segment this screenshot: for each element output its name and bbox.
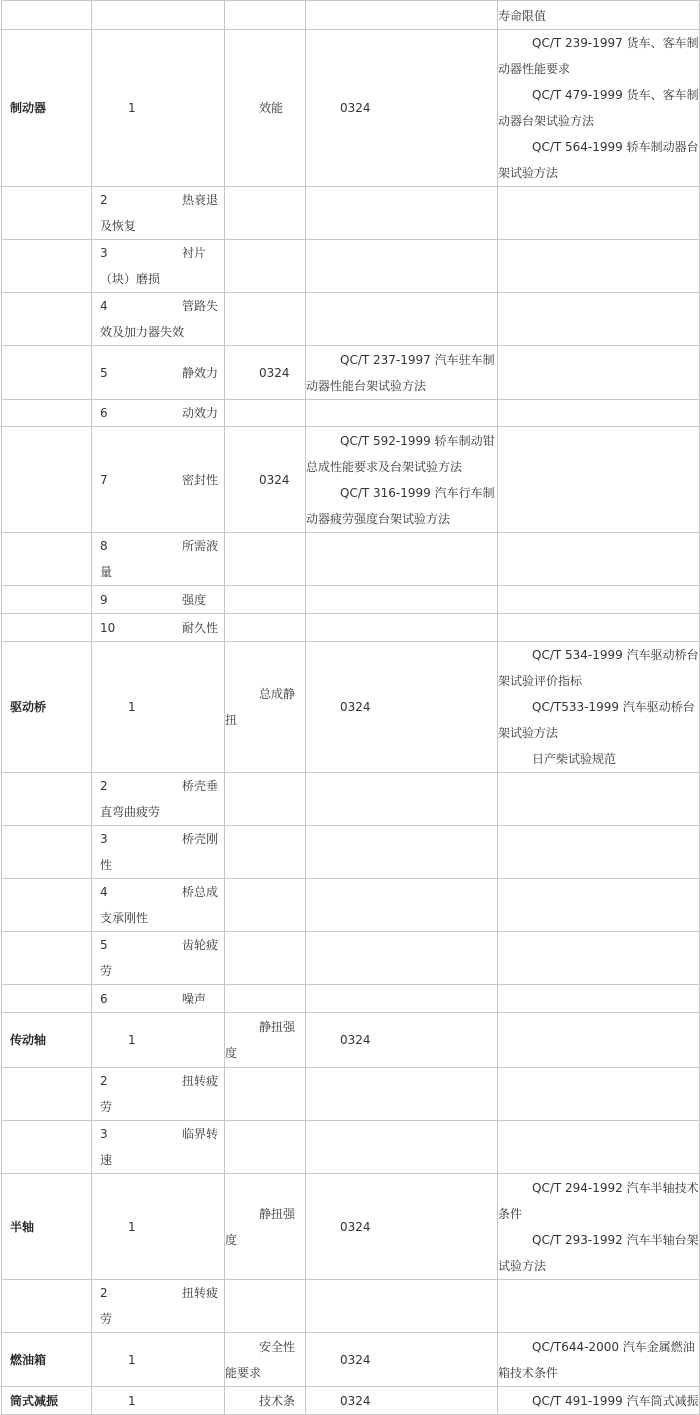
part-cell: 制动器: [2, 30, 92, 187]
desc-cell: [225, 642, 306, 773]
standards-cell: [498, 187, 700, 240]
code-value: 0324: [259, 472, 290, 487]
code-cell: [306, 586, 498, 614]
item-name: 耐久性: [182, 620, 219, 635]
item-cell: 5 齿轮疲劳: [92, 932, 225, 985]
table-row: [2, 1174, 700, 1280]
code-cell: [306, 614, 498, 642]
code-cell: [306, 240, 498, 293]
part-cell: [2, 614, 92, 642]
table-row: [2, 773, 700, 826]
standard-ref: QC/T 239-1997 货车、客车制动器性能要求: [498, 36, 699, 76]
code-cell: [306, 1013, 498, 1068]
table-row: [2, 642, 700, 773]
desc-cell: [225, 1387, 306, 1415]
desc-cell: [225, 400, 306, 427]
item-name: 扭转疲劳: [100, 1286, 219, 1326]
table-row: [2, 586, 700, 614]
code-value: 0324: [340, 700, 371, 714]
desc-cell: [225, 932, 306, 985]
item-cell: 9 强度: [92, 586, 225, 614]
part-cell: [2, 1280, 92, 1333]
code-cell: [306, 346, 498, 400]
code-value: 0324: [340, 1033, 371, 1047]
code-value: 0324: [340, 101, 371, 115]
desc-text: 总成静扭: [225, 687, 296, 727]
desc-cell: [225, 293, 306, 346]
table-row: [2, 985, 700, 1013]
table-row: [2, 240, 700, 293]
table-row: [2, 826, 700, 879]
code-cell: [306, 293, 498, 346]
part-cell: 传动轴: [2, 1013, 92, 1068]
table-row: [2, 1333, 700, 1387]
code-cell: [306, 1068, 498, 1121]
part-cell: [2, 1, 92, 30]
desc-cell: [225, 1333, 306, 1387]
table-row: [2, 293, 700, 346]
code-value: 0324: [340, 1352, 371, 1367]
code-cell: [306, 30, 498, 187]
table-row: [2, 427, 700, 533]
part-cell: [2, 879, 92, 932]
desc-text: 安全性能要求: [225, 1339, 296, 1380]
item-cell: 7 密封性: [92, 427, 225, 533]
code-cell: [306, 187, 498, 240]
table-row: [2, 30, 700, 187]
standards-cell: [498, 400, 700, 427]
item-name: 动效力: [182, 406, 219, 420]
item-cell: 6 动效力: [92, 400, 225, 427]
item-cell: [92, 1174, 225, 1280]
standard-ref: QC/T533-1999 汽车驱动桥台架试验方法: [498, 700, 695, 740]
table-row: [2, 533, 700, 586]
item-number: 1: [128, 1219, 136, 1234]
code-cell: [306, 773, 498, 826]
standards-cell: [498, 1, 700, 30]
code-cell: [306, 1174, 498, 1280]
item-name: 管路失效及加力器失效: [100, 299, 219, 339]
part-cell: [2, 346, 92, 400]
item-number: 1: [128, 101, 136, 115]
part-cell: [2, 932, 92, 985]
desc-text: 效能: [259, 101, 284, 115]
table-body: [2, 1, 700, 1415]
table-row: [2, 187, 700, 240]
table-row: [2, 346, 700, 400]
item-cell: 2 扭转疲劳: [92, 1068, 225, 1121]
item-name: 扭转疲劳: [100, 1074, 219, 1114]
part-cell: [2, 293, 92, 346]
desc-cell: [225, 240, 306, 293]
code-cell: [306, 533, 498, 586]
desc-cell: [225, 614, 306, 642]
item-cell: 8 所需液量: [92, 533, 225, 586]
desc-cell: [225, 985, 306, 1013]
item-cell: 5 静效力: [92, 346, 225, 400]
item-cell: [92, 1, 225, 30]
code-cell: [306, 1333, 498, 1387]
code-standard: QC/T 237-1997 汽车驻车制动器性能台架试验方法: [306, 352, 495, 393]
part-cell: [2, 773, 92, 826]
part-cell: [2, 826, 92, 879]
table-row: [2, 1013, 700, 1068]
standards-cell: [498, 1333, 700, 1387]
desc-text: 静扭强度: [225, 1020, 296, 1060]
item-name: 齿轮疲劳: [100, 938, 219, 978]
desc-cell: [225, 533, 306, 586]
standard-ref: QC/T 293-1992 汽车半轴台架试验方法: [498, 1232, 699, 1273]
table-row: [2, 1, 700, 30]
standards-cell: [498, 1013, 700, 1068]
code-cell: [306, 400, 498, 427]
code-value: 0324: [259, 365, 290, 380]
standards-cell: [498, 1280, 700, 1333]
desc-cell: [225, 586, 306, 614]
table-row: [2, 400, 700, 427]
item-cell: 4 管路失效及加力器失效: [92, 293, 225, 346]
standards-cell: [498, 879, 700, 932]
desc-cell: [225, 346, 306, 400]
standard-ref: QC/T 294-1992 汽车半轴技术条件: [498, 1180, 699, 1221]
standards-cell: [498, 642, 700, 773]
code-value: 0324: [340, 1219, 371, 1234]
standards-cell: [498, 293, 700, 346]
standards-cell: [498, 533, 700, 586]
standards-cell: [498, 773, 700, 826]
standard-ref: 寿命限值: [498, 9, 547, 23]
desc-cell: [225, 879, 306, 932]
item-number: 1: [128, 700, 136, 714]
table-row: [2, 932, 700, 985]
item-cell: 10 耐久性: [92, 614, 225, 642]
standards-cell: [498, 346, 700, 400]
code-cell: [306, 1280, 498, 1333]
table-row: [2, 1387, 700, 1415]
item-name: 桥壳垂直弯曲疲劳: [100, 779, 219, 819]
standard-ref: QC/T644-2000 汽车金属燃油箱技术条件: [498, 1339, 695, 1380]
item-cell: 3 衬片（块）磨损: [92, 240, 225, 293]
table-row: [2, 614, 700, 642]
part-cell: 半轴: [2, 1174, 92, 1280]
desc-cell: [225, 1013, 306, 1068]
desc-cell: [225, 30, 306, 187]
item-name: 衬片（块）磨损: [100, 246, 207, 286]
part-cell: [2, 533, 92, 586]
item-cell: 3 临界转速: [92, 1121, 225, 1174]
standard-ref: QC/T 564-1999 轿车制动器台架试验方法: [498, 140, 699, 180]
code-cell: [306, 826, 498, 879]
desc-cell: [225, 1280, 306, 1333]
part-cell: [2, 427, 92, 533]
standards-cell: [498, 30, 700, 187]
code-cell: [306, 642, 498, 773]
standards-cell: [498, 826, 700, 879]
item-name: 密封性: [182, 472, 219, 487]
part-cell: [2, 985, 92, 1013]
item-cell: 3 桥壳刚性: [92, 826, 225, 879]
standards-table: [1, 0, 700, 1415]
desc-cell: [225, 1174, 306, 1280]
item-number: 1: [128, 1352, 136, 1367]
item-name: 热衰退及恢复: [100, 193, 219, 233]
desc-cell: [225, 773, 306, 826]
item-number: 1: [128, 1393, 136, 1408]
code-cell: [306, 879, 498, 932]
desc-cell: [225, 427, 306, 533]
standards-cell: [498, 427, 700, 533]
item-name: 临界转速: [100, 1127, 219, 1167]
code-cell: [306, 1387, 498, 1415]
desc-cell: [225, 1068, 306, 1121]
standard-ref: QC/T 491-1999 汽车筒式减振: [532, 1393, 699, 1408]
table-row: [2, 1068, 700, 1121]
item-name: 桥总成支承刚性: [100, 885, 219, 925]
standards-cell: [498, 240, 700, 293]
part-cell: 燃油箱: [2, 1333, 92, 1387]
code-standard: QC/T 316-1999 汽车行车制动器疲劳强度台架试验方法: [306, 485, 495, 526]
item-name: 静效力: [182, 365, 219, 380]
item-cell: 6 噪声: [92, 985, 225, 1013]
code-standard: QC/T 592-1999 轿车制动钳总成性能要求及台架试验方法: [306, 433, 495, 474]
item-name: 桥壳刚性: [100, 832, 219, 872]
item-cell: [92, 30, 225, 187]
item-cell: [92, 1013, 225, 1068]
part-cell: [2, 586, 92, 614]
standard-ref: QC/T 479-1999 货车、客车制动器台架试验方法: [498, 88, 699, 128]
item-cell: [92, 1333, 225, 1387]
item-cell: [92, 1387, 225, 1415]
part-cell: [2, 187, 92, 240]
standards-cell: [498, 1174, 700, 1280]
item-cell: 2 热衰退及恢复: [92, 187, 225, 240]
desc-text: 静扭强度: [225, 1206, 296, 1247]
code-cell: [306, 427, 498, 533]
desc-cell: [225, 1, 306, 30]
part-cell: 驱动桥: [2, 642, 92, 773]
table-row: [2, 879, 700, 932]
item-name: 所需液量: [100, 539, 219, 579]
part-cell: [2, 400, 92, 427]
item-number: 1: [128, 1033, 136, 1047]
standards-cell: [498, 586, 700, 614]
standard-ref: 日产柴试验规范: [532, 752, 617, 766]
table-row: [2, 1280, 700, 1333]
item-cell: [92, 642, 225, 773]
item-cell: 2 扭转疲劳: [92, 1280, 225, 1333]
code-cell: [306, 1, 498, 30]
item-cell: 4 桥总成支承刚性: [92, 879, 225, 932]
item-name: 噪声: [182, 991, 207, 1006]
desc-cell: [225, 826, 306, 879]
code-cell: [306, 932, 498, 985]
standards-cell: [498, 985, 700, 1013]
part-cell: [2, 240, 92, 293]
desc-text: 技术条: [259, 1393, 296, 1408]
standard-ref: QC/T 534-1999 汽车驱动桥台架试验评价指标: [498, 648, 699, 688]
code-value: 0324: [340, 1393, 371, 1408]
standards-cell: [498, 614, 700, 642]
part-cell: [2, 1068, 92, 1121]
code-cell: [306, 985, 498, 1013]
standards-cell: [498, 1068, 700, 1121]
standards-cell: [498, 1387, 700, 1415]
standards-cell: [498, 932, 700, 985]
part-cell: 筒式减振: [2, 1387, 92, 1415]
desc-cell: [225, 187, 306, 240]
item-cell: 2 桥壳垂直弯曲疲劳: [92, 773, 225, 826]
item-name: 强度: [182, 592, 207, 607]
